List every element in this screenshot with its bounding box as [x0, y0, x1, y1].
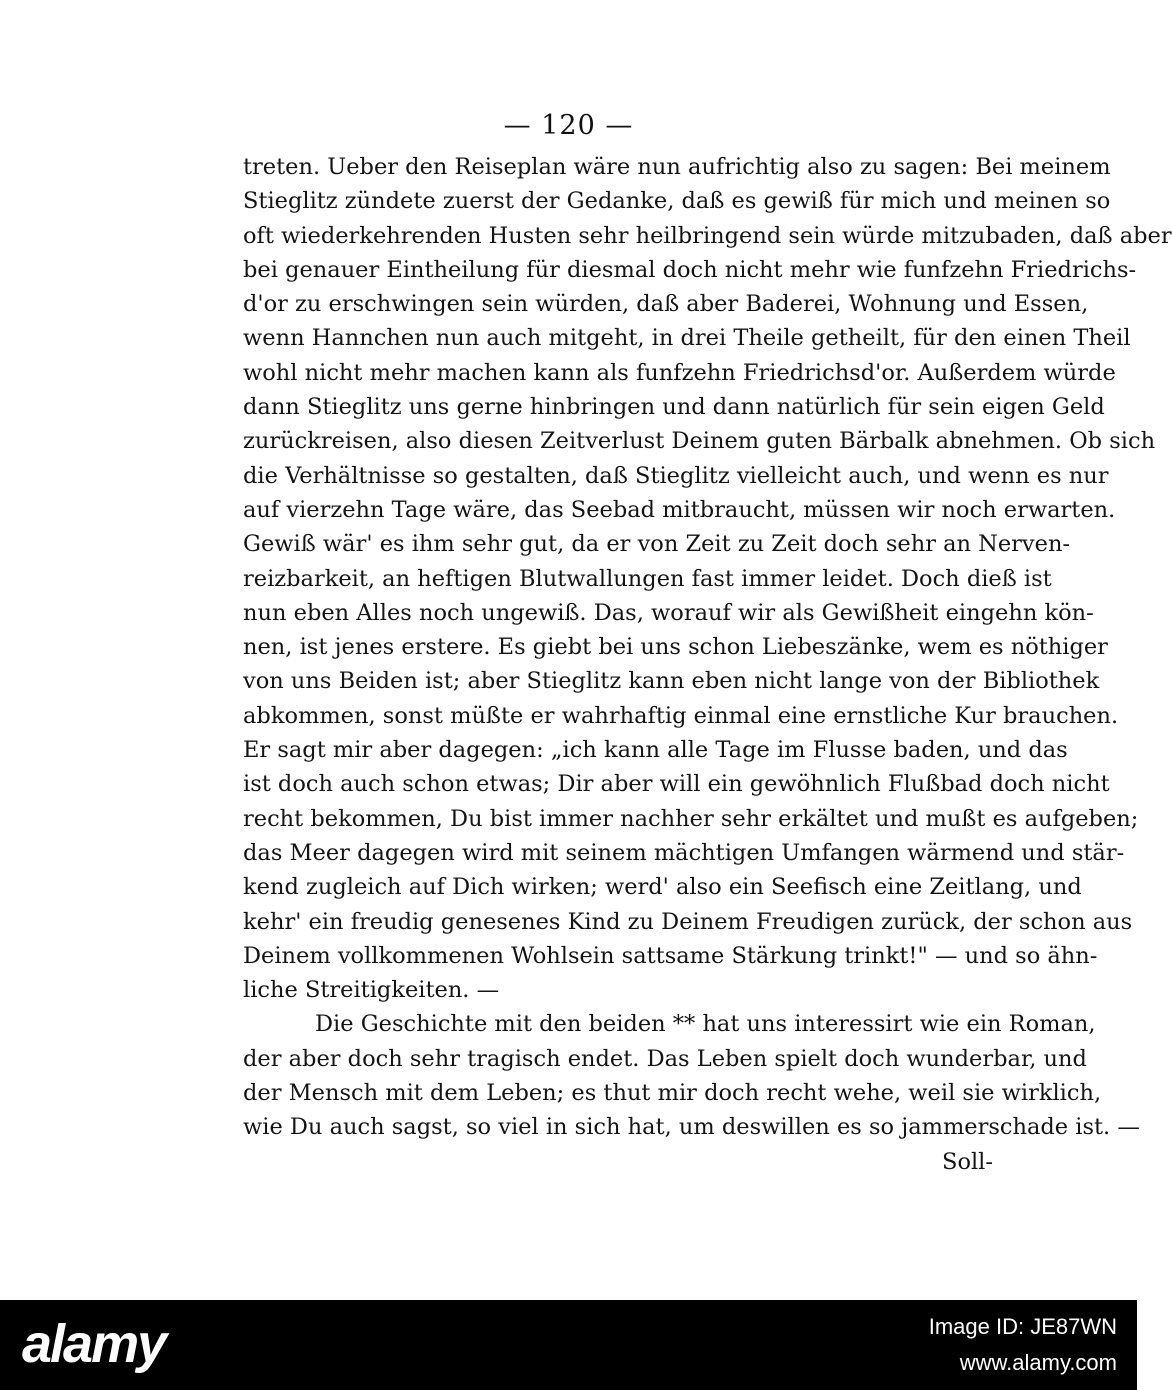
svg-text:alamy: alamy	[22, 1314, 166, 1374]
text-line: dann Stieglitz uns gerne hinbringen und dann natürlich für sein eigen Geld	[243, 394, 1105, 421]
text-line: der aber doch sehr tragisch endet. Das Leben spielt doch wunderbar, und	[243, 1045, 1087, 1072]
text-line: abkommen, sonst müßte er wahrhaftig einmal eine ernstliche Kur brauchen.	[243, 702, 1119, 729]
text-line: Er sagt mir aber dagegen: „ich kann alle Tage im Flusse baden, und das	[243, 737, 1068, 764]
text-line: ist doch auch schon etwas; Dir aber will ein gewöhnlich Flußbad doch nicht	[243, 771, 1110, 798]
text-line: Deinem vollkommenen Wohlsein sattsame Stärkung trinkt!" — und so ähn-	[243, 942, 1098, 969]
text-line: nen, ist jenes erstere. Es giebt bei uns schon Liebeszänke, wem es nöthiger	[243, 634, 1108, 661]
text-line: d'or zu erschwingen sein würden, daß aber Baderei, Wohnung und Essen,	[243, 291, 1089, 318]
site-url[interactable]: www.alamy.com	[959, 1350, 1117, 1375]
text-line: reizbarkeit, an heftigen Blutwallungen fast immer leidet. Doch dieß ist	[243, 565, 1052, 592]
text-line: auf vierzehn Tage wäre, das Seebad mitbraucht, müssen wir noch erwarten.	[243, 496, 1116, 523]
text-line: wie Du auch sagst, so viel in sich hat, um deswillen es so jammerschade ist. —	[243, 1114, 1140, 1141]
body-text	[243, 150, 1172, 1179]
text-line: kehr' ein freudig genesenes Kind zu Deinem Freudigen zurück, der schon aus	[243, 908, 1133, 935]
text-line: die Verhältnisse so gestalten, daß Stieglitz vielleicht auch, und wenn es nur	[243, 462, 1109, 489]
image-id-label: Image ID: JE87WN	[928, 1314, 1117, 1339]
text-line: nun eben Alles noch ungewiß. Das, worauf wir als Gewißheit eingehn kön-	[243, 599, 1094, 626]
page-number: — 120 —	[503, 110, 634, 141]
text-line: treten. Ueber den Reiseplan wäre nun aufrichtig also zu sagen: Bei meinem	[243, 154, 1111, 180]
text-line: wenn Hannchen nun auch mitgeht, in drei Theile getheilt, für den einen Theil	[243, 325, 1131, 352]
text-line: Gewiß wär' es ihm sehr gut, da er von Zeit zu Zeit doch sehr an Nerven-	[243, 531, 1071, 558]
text-line: Stieglitz zündete zuerst der Gedanke, daß es gewiß für mich und meinen so	[243, 188, 1111, 215]
text-line: bei genauer Eintheilung für diesmal doch nicht mehr wie funfzehn Friedrichs-	[243, 256, 1137, 283]
text-line: kend zugleich auf Dich wirken; werd' also ein Seefisch eine Zeitlang, und	[243, 874, 1082, 901]
alamy-logo	[22, 1314, 190, 1376]
text-line: das Meer dagegen wird mit seinem mächtigen Umfangen wärmend und stär-	[243, 839, 1125, 866]
text-line: von uns Beiden ist; aber Stieglitz kann eben nicht lange von der Bibliothek	[243, 668, 1100, 695]
text-line: liche Streitigkeiten. —	[243, 977, 500, 1004]
text-line: zurückreisen, also diesen Zeitverlust Deinem guten Bärbalk abnehmen. Ob sich	[243, 428, 1156, 455]
text-line: recht bekommen, Du bist immer nachher sehr erkältet und mußt es aufgeben;	[243, 805, 1139, 832]
catchword: Soll-	[942, 1148, 993, 1175]
watermark-footer	[0, 1300, 1137, 1390]
text-line: wohl nicht mehr machen kann als funfzehn Friedrichsd'or. Außerdem würde	[243, 359, 1116, 386]
text-line: oft wiederkehrenden Husten sehr heilbringend sein würde mitzubaden, daß aber	[243, 222, 1172, 249]
text-line: der Mensch mit dem Leben; es thut mir doch recht wehe, weil sie wirklich,	[243, 1080, 1102, 1107]
text-line: Die Geschichte mit den beiden ** hat uns interessirt wie ein Roman,	[315, 1011, 1096, 1038]
